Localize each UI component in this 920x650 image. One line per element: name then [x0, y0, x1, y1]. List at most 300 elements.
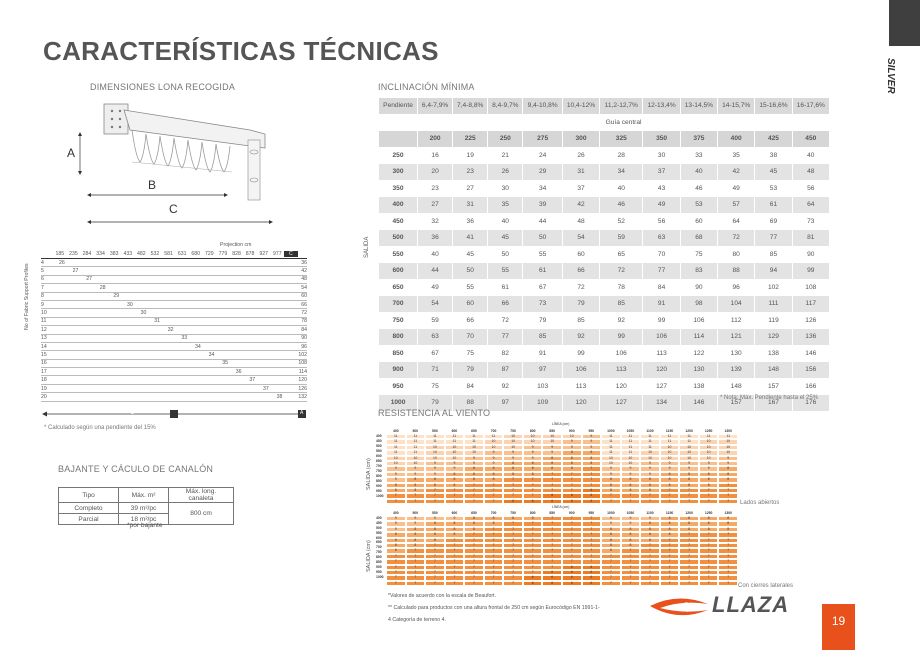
- bajante-note: *por bajante: [127, 522, 163, 529]
- viento-cell: 9: [484, 456, 504, 461]
- viento-cell: 7: [386, 565, 406, 570]
- viento-cell: 7: [503, 488, 523, 493]
- projection-col-header: 235: [69, 251, 78, 257]
- viento-cell: 11: [679, 434, 699, 439]
- viento-linea-header: 1150: [665, 429, 674, 433]
- viento-cell: 8: [679, 521, 699, 526]
- viento-cell: 11: [621, 439, 641, 444]
- viento-cell: 6: [582, 493, 602, 498]
- pendiente-value: 13-14,5%: [680, 98, 717, 115]
- viento-cell: 7: [445, 488, 465, 493]
- viento-cell: 7: [640, 548, 660, 553]
- inclinacion-cell: 40: [488, 213, 523, 230]
- inclinacion-cell: 27: [418, 197, 453, 214]
- viento-cell: 9: [582, 434, 602, 439]
- projection-col-header: 779: [218, 251, 228, 257]
- linea-header: 250: [488, 131, 523, 148]
- inclinacion-cell: 44: [523, 213, 562, 230]
- viento-cell: 8: [445, 532, 465, 537]
- pendiente-value: 6,4-7,9%: [418, 98, 453, 115]
- viento-cell: 8: [503, 516, 523, 521]
- salida-header: 250: [379, 147, 418, 164]
- viento-cell: 7: [523, 532, 543, 537]
- viento-salida-header: 400: [376, 516, 382, 520]
- inclinacion-cell: 109: [523, 395, 562, 412]
- viento-cell: 8: [503, 461, 523, 466]
- viento-salida-header: 500: [376, 444, 382, 448]
- salida-header: 400: [379, 197, 418, 214]
- viento-cell: 7: [484, 554, 504, 559]
- viento-salida-header: 800: [376, 474, 382, 478]
- projection-col-header: 631: [177, 251, 187, 257]
- inclinacion-cell: 39: [523, 197, 562, 214]
- linea-header: 325: [600, 131, 643, 148]
- bajante-title: BAJANTE Y CÁCULO DE CANALÓN: [58, 464, 214, 474]
- salida-label: SALIDA: [364, 236, 370, 258]
- inclinacion-cell: 146: [680, 395, 717, 412]
- viento-cell: 7: [484, 565, 504, 570]
- viento-cell: 8: [679, 472, 699, 477]
- viento-cell: 7: [542, 488, 562, 493]
- viento-cell: 7: [523, 554, 543, 559]
- viento-cell: 7: [464, 575, 484, 580]
- bajante-cell: Completo: [59, 503, 119, 514]
- inclinacion-cell: 67: [523, 279, 562, 296]
- inclinacion-cell: 139: [718, 362, 755, 379]
- viento-cell: 8: [425, 477, 445, 482]
- viento-cell: 7: [445, 493, 465, 498]
- projection-value: 35: [222, 360, 228, 367]
- projection-col-header: 383: [109, 251, 119, 257]
- viento-salida-header: 550: [376, 449, 382, 453]
- inclinacion-cell: 21: [488, 147, 523, 164]
- viento-cell: 7: [640, 565, 660, 570]
- viento-cell: 8: [640, 483, 660, 488]
- viento-cell: 7: [386, 554, 406, 559]
- viento-cell: 7: [562, 477, 582, 482]
- inclinacion-cell: 40: [600, 180, 643, 197]
- viento-cell: 7: [503, 493, 523, 498]
- bajante-cell: 39 m²/pc: [119, 503, 169, 514]
- viento-cell: 8: [699, 483, 719, 488]
- viento-cell: 10: [445, 456, 465, 461]
- viento-cell: 11: [699, 434, 719, 439]
- viento-cell: 8: [464, 516, 484, 521]
- viento-cell: 7: [640, 493, 660, 498]
- viento-cell: 7: [699, 565, 719, 570]
- viento-cell: 9: [386, 527, 406, 532]
- viento-cell: 8: [640, 527, 660, 532]
- viento-cell: 7: [425, 548, 445, 553]
- salida-header: 650: [379, 279, 418, 296]
- viento-salida-label-1: SALIDA (cm): [366, 458, 372, 490]
- viento-cell: 7: [582, 472, 602, 477]
- viento-cell: 7: [503, 548, 523, 553]
- viento-cell: 7: [699, 538, 719, 543]
- projection-c-value: 84: [301, 326, 307, 333]
- projection-col-header: 532: [150, 251, 160, 257]
- viento-cell: 8: [406, 527, 426, 532]
- projection-value: 30: [127, 301, 133, 308]
- viento-cell: 7: [699, 559, 719, 564]
- viento-cell: 7: [660, 559, 680, 564]
- viento-grid-1: [386, 434, 738, 503]
- inclinacion-cell: 60: [453, 296, 488, 313]
- inclinacion-cell: 114: [680, 329, 717, 346]
- bajante-header: Tipo: [59, 488, 119, 503]
- inclinacion-cell: 70: [643, 246, 680, 263]
- viento-cell: 7: [464, 538, 484, 543]
- viento-cell: 8: [464, 477, 484, 482]
- viento-cell: 10: [523, 439, 543, 444]
- viento-cell: 8: [601, 538, 621, 543]
- viento-salida-header: 900: [376, 564, 382, 569]
- viento-cell: 9: [523, 450, 543, 455]
- viento-cell: 7: [660, 543, 680, 548]
- viento-salida-header: 400: [376, 434, 382, 438]
- viento-cell: 11: [386, 434, 406, 439]
- inclinacion-cell: 120: [562, 395, 599, 412]
- viento-linea-header: 1300: [724, 511, 732, 515]
- inclinacion-cell: 166: [792, 378, 829, 395]
- viento-cell: 7: [582, 527, 602, 532]
- inclinacion-cell: 80: [718, 246, 755, 263]
- viento-cell: 8: [523, 516, 543, 521]
- viento-cell: 7: [406, 570, 426, 575]
- viento-cell: 6: [562, 570, 582, 575]
- viento-cell: 7: [562, 532, 582, 537]
- viento-cell: 9: [621, 472, 641, 477]
- inclinacion-cell: 113: [600, 362, 643, 379]
- viento-cell: 10: [621, 456, 641, 461]
- viento-linea-header: 750: [510, 511, 516, 515]
- viento-cell: 8: [660, 477, 680, 482]
- inclinacion-cell: 40: [418, 246, 453, 263]
- inclinacion-cell: 50: [488, 246, 523, 263]
- inclinacion-cell: 20: [418, 164, 453, 181]
- viento-cell: 9: [484, 450, 504, 455]
- inclinacion-cell: 146: [792, 345, 829, 362]
- viento-cell: 7: [582, 466, 602, 471]
- pendiente-value: 14-15,7%: [718, 98, 755, 115]
- inclinacion-cell: 79: [523, 312, 562, 329]
- viento-cell: 8: [621, 488, 641, 493]
- viento-cell: 6: [542, 493, 562, 498]
- projection-col-header: 284: [82, 251, 92, 257]
- projection-c-value: 90: [301, 335, 307, 342]
- viento-cell: 7: [679, 581, 699, 586]
- inclinacion-cell: 104: [718, 296, 755, 313]
- viento-cell: 10: [425, 456, 445, 461]
- inclinacion-cell: 117: [792, 296, 829, 313]
- projection-row-label: 17: [41, 368, 47, 375]
- viento-cell: 8: [542, 466, 562, 471]
- viento-cell: 10: [699, 450, 719, 455]
- linea-label-1: LÍNEA (cm): [552, 422, 570, 426]
- viento-salida-header: 700: [376, 464, 382, 468]
- viento-cell: 7: [601, 565, 621, 570]
- viento-cell: 6: [582, 581, 602, 586]
- viento-cell: 11: [406, 434, 426, 439]
- viento-cell: 7: [425, 554, 445, 559]
- viento-cell: 7: [542, 559, 562, 564]
- inclinacion-cell: 148: [718, 378, 755, 395]
- viento-cell: 6: [562, 575, 582, 580]
- projection-value: 26: [59, 259, 65, 266]
- viento-cell: 11: [464, 434, 484, 439]
- linea-header: 450: [792, 131, 829, 148]
- inclinacion-cell: 85: [523, 329, 562, 346]
- viento-cell: 7: [464, 559, 484, 564]
- viento-cell: 8: [582, 450, 602, 455]
- viento-linea-header: 1200: [685, 429, 693, 433]
- viento-cell: 7: [718, 559, 738, 564]
- viento-cell: 8: [601, 532, 621, 537]
- viento-cell: 7: [601, 575, 621, 580]
- viento-label-open: Lados abiertos: [740, 500, 780, 506]
- viento-cell: 8: [484, 477, 504, 482]
- inclinacion-cell: 72: [718, 230, 755, 247]
- pendiente-value: 10,4-12%: [562, 98, 599, 115]
- viento-cell: 7: [621, 554, 641, 559]
- inclinacion-cell: 102: [755, 279, 792, 296]
- inclinacion-cell: 138: [755, 345, 792, 362]
- inclinacion-cell: 56: [792, 180, 829, 197]
- viento-cell: 8: [660, 472, 680, 477]
- viento-cell: 9: [386, 472, 406, 477]
- viento-cell: 7: [464, 499, 484, 504]
- inclinacion-cell: 75: [418, 378, 453, 395]
- viento-linea-header: 850: [549, 429, 556, 433]
- inclinacion-cell: 119: [755, 312, 792, 329]
- viento-cell: 9: [386, 466, 406, 471]
- inclinacion-title: INCLINACIÓN MÍNIMA: [378, 82, 475, 92]
- inclinacion-cell: 54: [418, 296, 453, 313]
- viento-linea-header: 1150: [665, 511, 674, 515]
- inclinacion-cell: 138: [680, 378, 717, 395]
- inclinacion-cell: 42: [718, 164, 755, 181]
- inclinacion-cell: 60: [562, 246, 599, 263]
- viento-cell: 11: [660, 434, 680, 439]
- inclinacion-cell: 36: [418, 230, 453, 247]
- viento-linea-header: 400: [392, 429, 399, 433]
- viento-cell: 7: [445, 575, 465, 580]
- projection-c-value: 114: [298, 368, 307, 375]
- projection-row-label: 11: [41, 318, 47, 325]
- viento-cell: 7: [699, 493, 719, 498]
- viento-note-3: 4 Categoría de terreno 4.: [388, 617, 446, 623]
- viento-cell: 7: [621, 559, 641, 564]
- viento-cell: 7: [523, 488, 543, 493]
- viento-cell: 9: [406, 521, 426, 526]
- viento-cell: 7: [503, 581, 523, 586]
- viento-cell: 11: [484, 434, 504, 439]
- viento-cell: 7: [562, 538, 582, 543]
- inclinacion-cell: 35: [718, 147, 755, 164]
- viento-cell: 10: [718, 439, 738, 444]
- viento-cell: 9: [425, 466, 445, 471]
- inclinacion-cell: 88: [453, 395, 488, 412]
- viento-cell: 8: [406, 538, 426, 543]
- viento-cell: 7: [445, 543, 465, 548]
- viento-salida-2: [376, 516, 386, 580]
- viento-cell: 11: [718, 434, 738, 439]
- inclinacion-cell: 97: [523, 362, 562, 379]
- inclinacion-cell: 59: [418, 312, 453, 329]
- dim-a-label: A: [67, 146, 76, 160]
- inclinacion-cell: 45: [755, 164, 792, 181]
- viento-cell: 9: [582, 445, 602, 450]
- inclinacion-cell: 77: [643, 263, 680, 280]
- viento-cell: 9: [406, 472, 426, 477]
- viento-cell: 7: [562, 516, 582, 521]
- viento-cell: 6: [523, 499, 543, 504]
- viento-cell: 7: [484, 538, 504, 543]
- inclinacion-cell: 134: [643, 395, 680, 412]
- viento-cell: 7: [640, 559, 660, 564]
- viento-cell: 7: [718, 499, 738, 504]
- viento-cell: 7: [718, 483, 738, 488]
- viento-salida-header: 450: [376, 520, 382, 525]
- viento-cell: 7: [464, 581, 484, 586]
- inclinacion-cell: 46: [600, 197, 643, 214]
- viento-cell: 10: [660, 445, 680, 450]
- viento-linea-header: 1050: [626, 511, 635, 515]
- projection-note: * Calculado según una pendiente del 15%: [44, 425, 156, 431]
- viento-linea-header: 1100: [646, 429, 654, 433]
- inclinacion-cell: 28: [600, 147, 643, 164]
- viento-cell: 6: [523, 581, 543, 586]
- inclinacion-cell: 66: [562, 263, 599, 280]
- viento-cell: 8: [640, 521, 660, 526]
- viento-cell: 7: [582, 548, 602, 553]
- viento-cell: 7: [406, 559, 426, 564]
- viento-cell: 7: [699, 575, 719, 580]
- viento-cell: 11: [601, 439, 621, 444]
- inclinacion-cell: 106: [562, 362, 599, 379]
- viento-cell: 7: [445, 538, 465, 543]
- viento-cell: 7: [582, 538, 602, 543]
- viento-cell: 7: [406, 499, 426, 504]
- inclinacion-cell: 84: [453, 378, 488, 395]
- viento-cell: 9: [601, 516, 621, 521]
- viento-cell: 9: [386, 521, 406, 526]
- viento-cell: 7: [464, 532, 484, 537]
- inclinacion-cell: 23: [453, 164, 488, 181]
- pendiente-value: 12-13,4%: [643, 98, 680, 115]
- viento-cell: 7: [464, 548, 484, 553]
- viento-cell: 10: [679, 456, 699, 461]
- viento-cell: 9: [679, 461, 699, 466]
- viento-cell: 7: [503, 477, 523, 482]
- viento-cell: 10: [406, 461, 426, 466]
- viento-cell: 9: [523, 456, 543, 461]
- viento-cell: 9: [601, 521, 621, 526]
- viento-cell: 6: [503, 499, 523, 504]
- inclinacion-cell: 157: [755, 378, 792, 395]
- awning-diagram: [60, 100, 275, 225]
- inclinacion-cell: 63: [418, 329, 453, 346]
- viento-cell: 7: [503, 554, 523, 559]
- viento-salida-header: 850: [376, 560, 382, 565]
- inclinacion-cell: 85: [755, 246, 792, 263]
- projection-value: 29: [113, 293, 120, 300]
- viento-cell: 11: [386, 450, 406, 455]
- viento-cell: 7: [503, 538, 523, 543]
- viento-cell: 8: [660, 532, 680, 537]
- projection-value: 31: [154, 318, 160, 325]
- viento-salida-label-2: SALIDA (cm): [366, 540, 372, 572]
- viento-cell: 10: [406, 456, 426, 461]
- inclinacion-cell: 64: [792, 197, 829, 214]
- inclinacion-cell: 42: [562, 197, 599, 214]
- viento-cell: 6: [542, 570, 562, 575]
- viento-cell: 7: [699, 581, 719, 586]
- viento-cell: 7: [582, 554, 602, 559]
- viento-cell: 7: [406, 548, 426, 553]
- inclinacion-cell: 88: [718, 263, 755, 280]
- inclinacion-cell: 85: [562, 312, 599, 329]
- viento-salida-header: 450: [376, 439, 382, 443]
- viento-cell: 7: [660, 565, 680, 570]
- inclinacion-cell: 36: [453, 213, 488, 230]
- inclinacion-cell: 33: [680, 147, 717, 164]
- inclinacion-cell: 99: [600, 329, 643, 346]
- inclinacion-cell: 26: [488, 164, 523, 181]
- viento-cell: 7: [542, 548, 562, 553]
- inclinacion-cell: 40: [680, 164, 717, 181]
- viento-cell: 8: [601, 477, 621, 482]
- viento-cell: 7: [601, 554, 621, 559]
- viento-cell: 10: [503, 445, 523, 450]
- inclinacion-cell: 48: [792, 164, 829, 181]
- viento-cell: 6: [582, 499, 602, 504]
- viento-cell: 9: [425, 472, 445, 477]
- viento-cell: 8: [445, 521, 465, 526]
- viento-cell: 7: [640, 575, 660, 580]
- viento-cell: 7: [386, 499, 406, 504]
- inclinacion-cell: 19: [453, 147, 488, 164]
- viento-cell: 6: [562, 565, 582, 570]
- projection-value: 37: [263, 385, 269, 392]
- viento-linea-header: 1100: [646, 511, 654, 515]
- viento-cell: 7: [542, 538, 562, 543]
- inclinacion-cell: 157: [718, 395, 755, 412]
- viento-linea-header: 850: [549, 511, 556, 515]
- viento-cell: 7: [640, 570, 660, 575]
- viento-header-2: [386, 511, 738, 515]
- viento-cell: 6: [562, 493, 582, 498]
- pendiente-value: 11,2-12,7%: [600, 98, 643, 115]
- inclinacion-cell: 111: [755, 296, 792, 313]
- inclinacion-cell: 40: [792, 147, 829, 164]
- projection-value: 27: [72, 268, 79, 275]
- viento-cell: 11: [445, 439, 465, 444]
- inclinacion-cell: 77: [488, 329, 523, 346]
- pendiente-value: 9,4-10,8%: [523, 98, 562, 115]
- projection-row-label: 12: [41, 326, 47, 333]
- viento-cell: 7: [425, 488, 445, 493]
- inclinacion-cell: 99: [792, 263, 829, 280]
- viento-cell: 7: [601, 493, 621, 498]
- inclinacion-cell: 31: [562, 164, 599, 181]
- viento-cell: 7: [425, 581, 445, 586]
- inclinacion-cell: 129: [755, 329, 792, 346]
- viento-cell: 7: [679, 543, 699, 548]
- viento-cell: 8: [601, 527, 621, 532]
- viento-linea-header: 800: [529, 511, 536, 515]
- projection-col-header: 729: [205, 251, 214, 257]
